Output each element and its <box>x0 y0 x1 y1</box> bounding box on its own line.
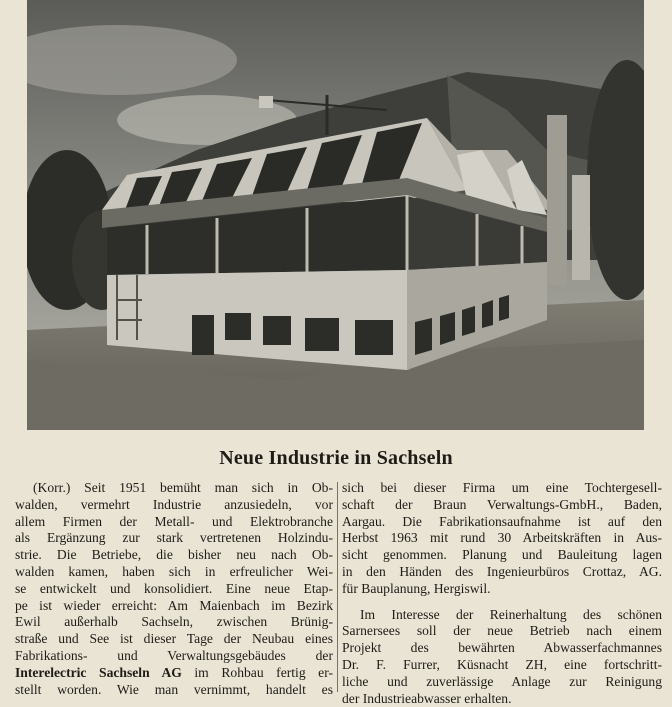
article-text-line: se entwickelt und konsolidiert. Eine neue Etap- <box>15 580 333 596</box>
article-text-line: Projekt des bewährten Abwasserfachmannes <box>342 640 662 656</box>
article-text-line: sich bei dieser Firma um eine Tochtergesell- <box>342 480 662 495</box>
article-text-line: pe ist wieder erreicht: Am Maienbach im Bezirk <box>15 597 333 613</box>
article-column-right <box>342 480 662 707</box>
article-text-line: walden kamen, haben sich in erfreulicher Wei- <box>15 563 333 579</box>
article-text-line: Fabrikations- und Verwaltungsgebäudes der <box>15 647 333 663</box>
factory-building-illustration <box>27 0 644 430</box>
article-text-line <box>15 665 333 682</box>
article-text-line: straße und See ist dieser Tage der Neubau eines <box>15 631 333 647</box>
article-text-line: der Industrieabwasser erhalten. <box>342 690 512 706</box>
article-headline: Neue Industrie in Sachseln <box>219 447 453 469</box>
column-divider <box>337 482 338 692</box>
factory-photo <box>27 0 644 430</box>
paragraph-gap <box>342 598 662 607</box>
company-name: Interelectric Sachseln AG <box>15 664 182 680</box>
article-text-line: walden, vermehrt Industrie anzusiedeln, vor <box>15 496 333 512</box>
article-text-line: Sarnersees soll der neue Betrieb nach einem <box>342 623 662 639</box>
article-text-line: Aargau. Die Fabrikationsaufnahme ist auf den <box>342 513 662 529</box>
article-text-line: für Bauplanung, Hergiswil. <box>342 580 491 596</box>
article-text-line: strie. Die Betriebe, die bisher neu nach Ob- <box>15 547 333 563</box>
article-text-line: in den Händen des Ingenieurbüros Crottaz, AG. <box>342 563 662 579</box>
article-text-fragment: im Rohbau fertig er- <box>181 664 333 680</box>
article-text-line: liche und zuverlässige Anlage zur Reinigung <box>342 673 662 689</box>
article-text-line: sicht genommen. Planung und Bauleitung lagen <box>342 547 662 563</box>
article-text-line: Herbst 1963 mit rund 30 Arbeitskräften in Aus- <box>342 530 662 546</box>
article-text-line: stellt worden. Wie man vernimmt, handelt es <box>15 681 333 697</box>
article-text-line: Ewil außerhalb Sachseln, zwischen Brünig- <box>15 614 333 630</box>
article-column-left <box>15 480 333 698</box>
article-text-line: Im Interesse der Reinerhaltung des schönen <box>360 606 662 622</box>
article-text-line: allem Firmen der Metall- und Elektrobranche <box>15 513 333 529</box>
article-text-line: schaft der Braun Verwaltungs-GmbH., Baden, <box>342 496 662 512</box>
article-text-line: als Ergänzung zur stark vertretenen Holzindu- <box>15 530 333 546</box>
article-text-line: Dr. F. Furrer, Küsnacht ZH, eine fortschritt- <box>342 656 662 672</box>
article-text-line: (Korr.) Seit 1951 bemüht man sich in Ob- <box>33 480 333 495</box>
